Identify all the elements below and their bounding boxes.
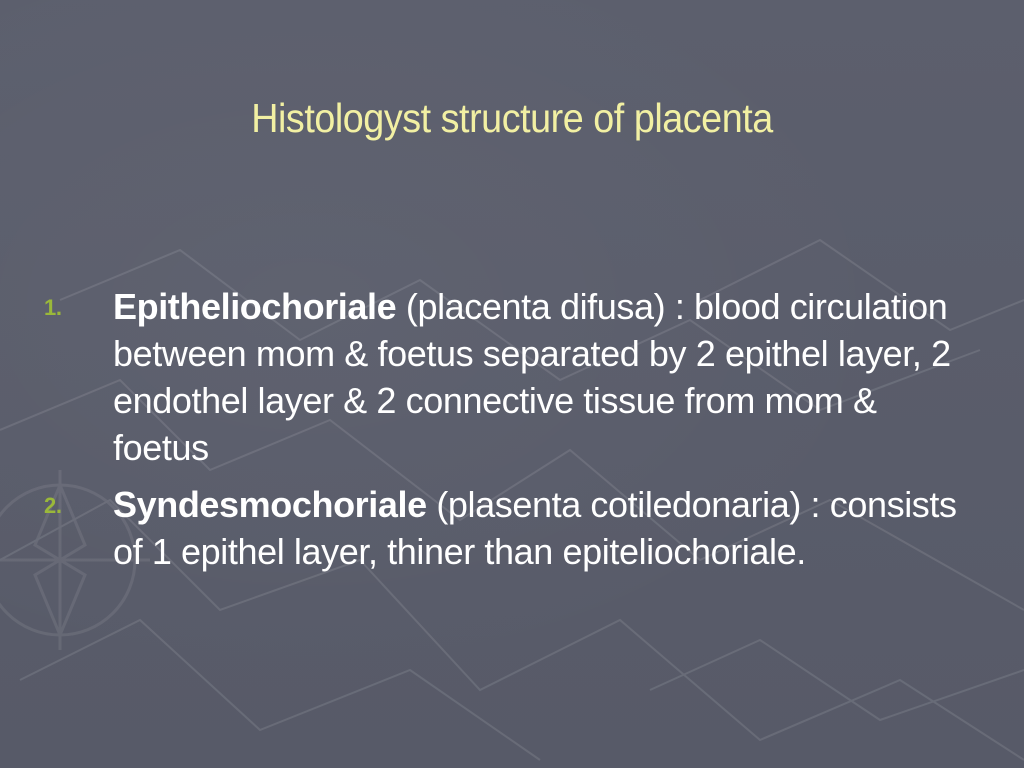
content-list <box>44 283 984 585</box>
term-epitheliochoriale: Epitheliochoriale <box>113 286 397 327</box>
description-syndesmochoriale: (plasenta cotiledonaria) : consists of 1 epithel layer, thiner than epiteliochoriale. <box>113 484 957 572</box>
term-syndesmochoriale: Syndesmochoriale <box>113 484 427 525</box>
list-item-epitheliochoriale <box>44 283 984 471</box>
list-item-text <box>113 283 973 471</box>
list-marker: 1. <box>44 295 62 320</box>
list-item-text <box>113 481 973 575</box>
slide-title: Histologyst structure of placenta <box>251 95 773 141</box>
list-marker: 2. <box>44 493 62 518</box>
list-item-syndesmochoriale <box>44 481 984 575</box>
description-epitheliochoriale: (placenta difusa) : blood circulation between mom & foetus separated by 2 epithel layer, 2 endothel layer & 2 connective tissue from mom & foetus <box>113 286 951 468</box>
